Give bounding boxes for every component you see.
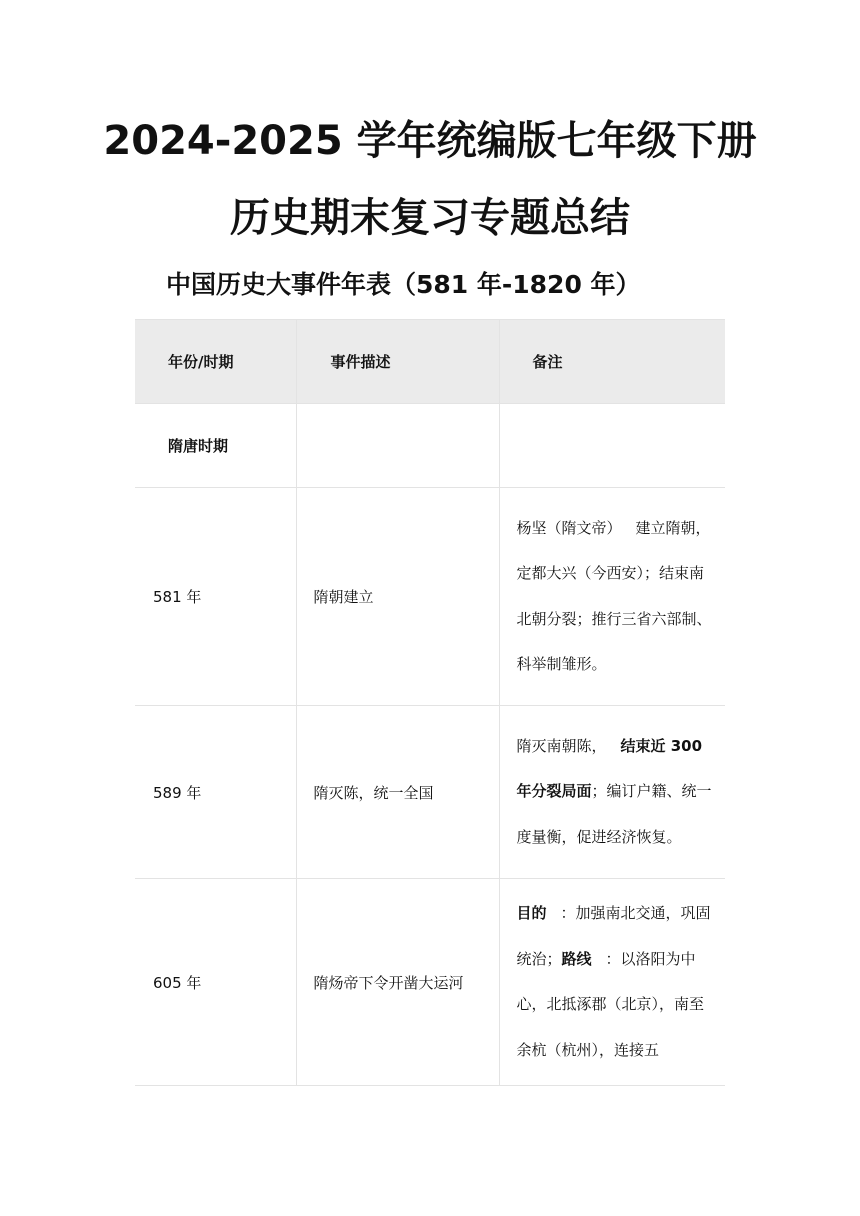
note-bold-text: 路线 bbox=[561, 949, 592, 968]
year-cell: 605 年 bbox=[135, 879, 296, 1086]
note-text bbox=[517, 724, 716, 861]
event-cell: 隋朝建立 bbox=[296, 488, 499, 706]
header-note-label: 备注 bbox=[532, 353, 563, 371]
table-header-row bbox=[135, 320, 725, 404]
note-cell bbox=[499, 706, 725, 879]
event-cell: 隋灭陈，统一全国 bbox=[296, 706, 499, 879]
note-text bbox=[517, 891, 716, 1073]
header-event-label: 事件描述 bbox=[330, 353, 391, 371]
page-title-line-2: 历史期末复习专题总结 bbox=[230, 195, 630, 241]
note-text bbox=[517, 506, 716, 688]
table-row bbox=[135, 879, 725, 1086]
timeline-table bbox=[135, 319, 725, 1086]
empty-cell bbox=[296, 404, 499, 488]
header-note bbox=[499, 320, 725, 404]
note-cell bbox=[499, 879, 725, 1086]
note-text-part: 隋灭南朝陈， bbox=[516, 736, 607, 755]
event-cell: 隋炀帝下令开凿大运河 bbox=[296, 879, 499, 1086]
period-label: 隋唐时期 bbox=[135, 404, 296, 488]
note-text-part: ：以洛阳为中心，北抵涿郡（北京），南至余杭（杭州），连接五 bbox=[516, 949, 705, 1059]
note-bold-text: 目的 bbox=[516, 904, 547, 922]
table-row bbox=[135, 706, 725, 879]
header-year-label: 年份/时期 bbox=[168, 353, 234, 371]
note-text-part: 建立隋朝，定都大兴（今西安）；结束南北朝分裂；推行三省六部制、科举制雏形。 bbox=[516, 518, 712, 673]
note-cell bbox=[499, 488, 725, 706]
year-cell: 581 年 bbox=[135, 488, 296, 706]
page-title-line-1: 2024-2025 学年统编版七年级下册 bbox=[103, 118, 757, 164]
note-text-part: 杨坚（隋文帝） bbox=[516, 518, 622, 537]
table-row-period bbox=[135, 404, 725, 488]
note-text-part: ；编订户籍、统一度量衡，促进经济恢复。 bbox=[516, 782, 712, 846]
year-cell: 589 年 bbox=[135, 706, 296, 879]
section-subtitle: 中国历史大事件年表（581 年-1820 年） bbox=[166, 270, 641, 299]
empty-cell bbox=[499, 404, 725, 488]
header-event bbox=[296, 320, 499, 404]
table-row bbox=[135, 488, 725, 706]
note-text-part: ：加强南北交通，巩固统治； bbox=[516, 904, 711, 968]
header-year bbox=[135, 320, 296, 404]
note-bold-text: 结束近 300 年分裂局面 bbox=[516, 736, 703, 801]
